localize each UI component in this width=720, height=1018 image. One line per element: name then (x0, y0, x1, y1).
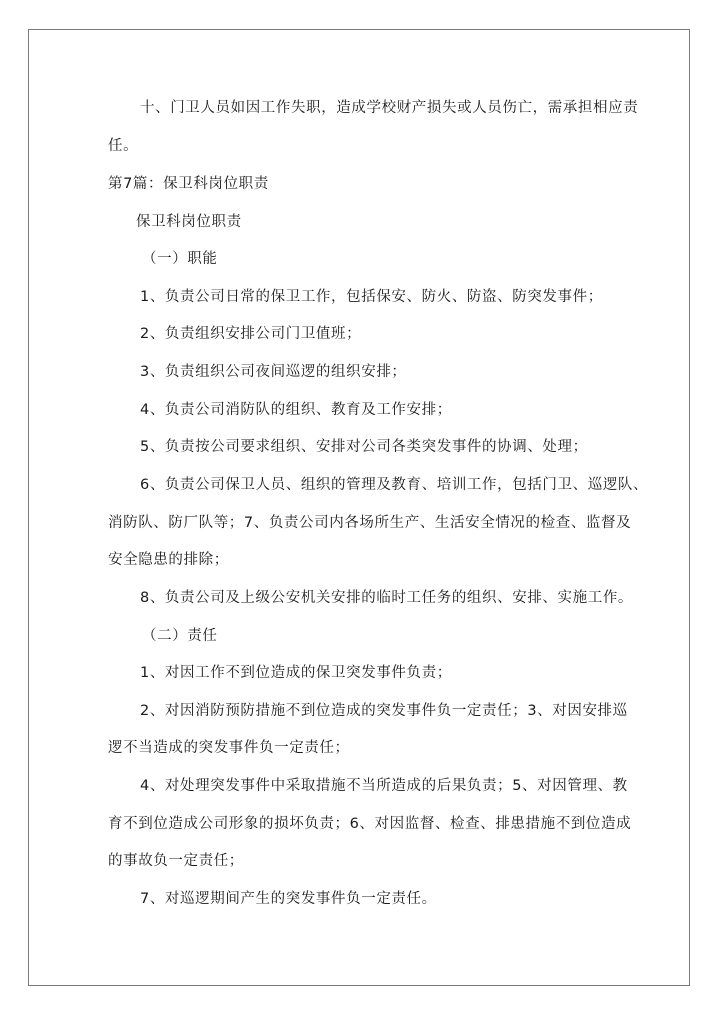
paragraph-line: 任。 (108, 138, 139, 154)
list-item: 育不到位造成公司形象的损坏负责；6、对因监督、检查、排患措施不到位造成 (108, 816, 632, 832)
list-item: 2、对因消防预防措施不到位造成的突发事件负一定责任；3、对因安排巡 (140, 703, 628, 719)
list-item: 6、负责公司保卫人员、组织的管理及教育、培训工作，包括门卫、巡逻队、 (140, 477, 649, 493)
paragraph-line: 十、门卫人员如因工作失职，造成学校财产损失或人员伤亡，需承担相应责 (140, 100, 639, 116)
list-item: 7、对巡逻期间产生的突发事件负一定责任。 (140, 891, 437, 907)
subsection-heading: （一）职能 (142, 251, 218, 267)
section-subtitle: 保卫科岗位职责 (136, 214, 242, 230)
list-item: 1、对因工作不到位造成的保卫突发事件负责； (140, 665, 452, 681)
list-item: 逻不当造成的突发事件负一定责任； (108, 740, 350, 756)
subsection-heading: （二）责任 (142, 628, 218, 644)
list-item: 4、负责公司消防队的组织、教育及工作安排； (140, 402, 452, 418)
list-item: 1、负责公司日常的保卫工作，包括保安、防火、防盗、防突发事件； (140, 289, 603, 305)
list-item: 4、对处理突发事件中采取措施不当所造成的后果负责；5、对因管理、教 (140, 778, 628, 794)
list-item: 安全隐患的排除； (108, 552, 229, 568)
section-heading: 第7篇：保卫科岗位职责 (108, 176, 269, 192)
list-item: 5、负责按公司要求组织、安排对公司各类突发事件的协调、处理； (140, 439, 588, 455)
list-item: 的事故负一定责任； (108, 853, 244, 869)
list-item: 3、负责组织公司夜间巡逻的组织安排； (140, 364, 407, 380)
list-item: 2、负责组织安排公司门卫值班； (140, 326, 362, 342)
list-item: 消防队、防厂队等；7、负责公司内各场所生产、生活安全情况的检查、监督及 (108, 515, 632, 531)
list-item: 8、负责公司及上级公安机关安排的临时工任务的组织、安排、实施工作。 (140, 590, 634, 606)
page-border (28, 29, 690, 986)
